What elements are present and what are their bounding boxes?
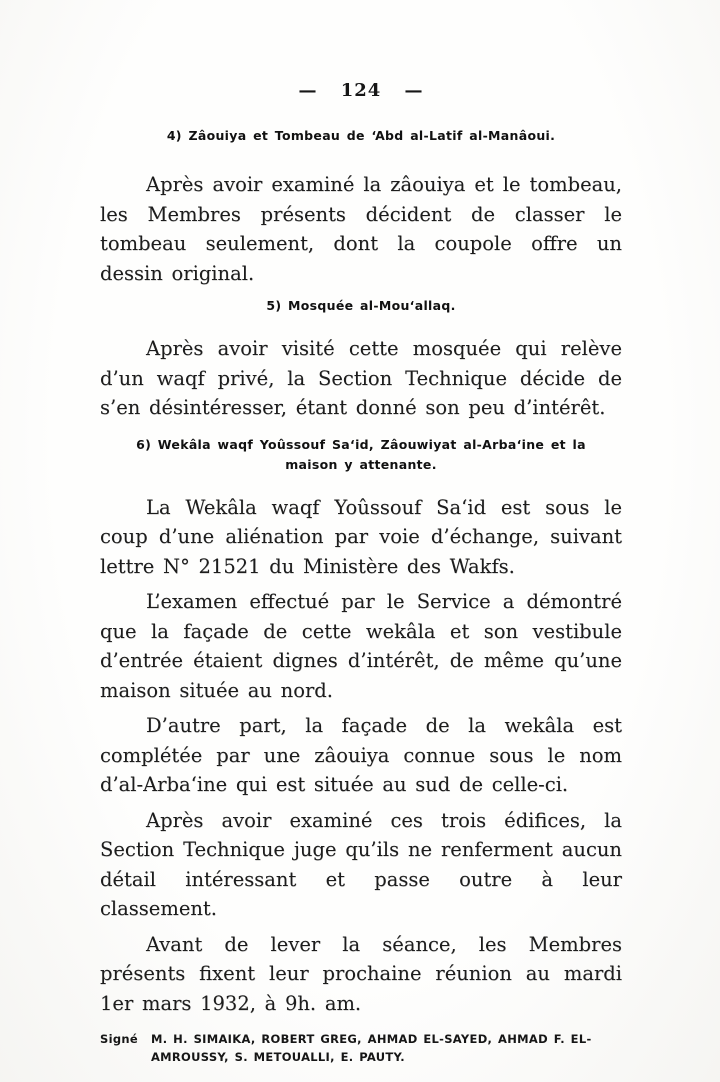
section-6-heading: 6) Wekâla waqf Yoûssouf Sa‘id, Zâouwiyat al-Arba‘ine et la maison y attenante.: [136, 436, 586, 472]
page-number: — 124 —: [298, 80, 424, 101]
section-6-paragraph-5: Avant de lever la séance, les Membres présents fixent leur prochaine réunion au mardi 1er mars 1932, à 9h. am.: [100, 932, 622, 1015]
section-6-paragraph-3: D’autre part, la façade de la wekâla est complétée par une zâouiya connue sous le nom d’al-Arba‘ine qui est située au sud de celle-ci.: [100, 714, 622, 796]
section-6-paragraph-1: La Wekâla waqf Yoûssouf Sa‘id est sous le coup d’une aliénation par voie d’échange, suivant lettre N° 21521 du Ministère des Wakfs.: [100, 495, 622, 578]
section-4-heading: 4) Zâouiya et Tombeau de ‘Abd al-Latif al-Manâoui.: [166, 128, 556, 143]
section-5-paragraph-1: Après avoir visité cette mosquée qui relève d’un waqf privé, la Section Technique décide de s’en désintéresser, étant donné son peu d’intérêt.: [100, 337, 622, 419]
section-5-heading: 5) Mosquée al-Mou‘allaq.: [266, 298, 456, 313]
section-6-paragraph-4: Après avoir examiné ces trois édifices, la Section Technique juge qu’ils ne renferment aucun détail intéressant et passe outre à leur classement.: [100, 808, 622, 920]
signature-block: [100, 1030, 622, 1066]
signature-label: Signé: [100, 1032, 138, 1046]
section-5: [100, 296, 622, 423]
section-4: [100, 126, 622, 288]
signature-names: M. H. SIMAIKA, ROBERT GREG, AHMAD EL-SAYED, AHMAD F. EL-AMROUSSY, S. METOUALLI, E. PAUTY.: [150, 1032, 592, 1064]
section-6-paragraph-2: L’examen effectué par le Service a démontré que la façade de cette wekâla et son vestibule d’entrée étaient dignes d’intérêt, de même qu’une maison située au nord.: [100, 590, 622, 702]
section-6: [100, 435, 622, 1019]
section-4-paragraph-1: Après avoir examiné la zâouiya et le tombeau, les Membres présents décident de classer le tombeau seulement, dont la coupole offre un dessin original.: [100, 173, 622, 285]
